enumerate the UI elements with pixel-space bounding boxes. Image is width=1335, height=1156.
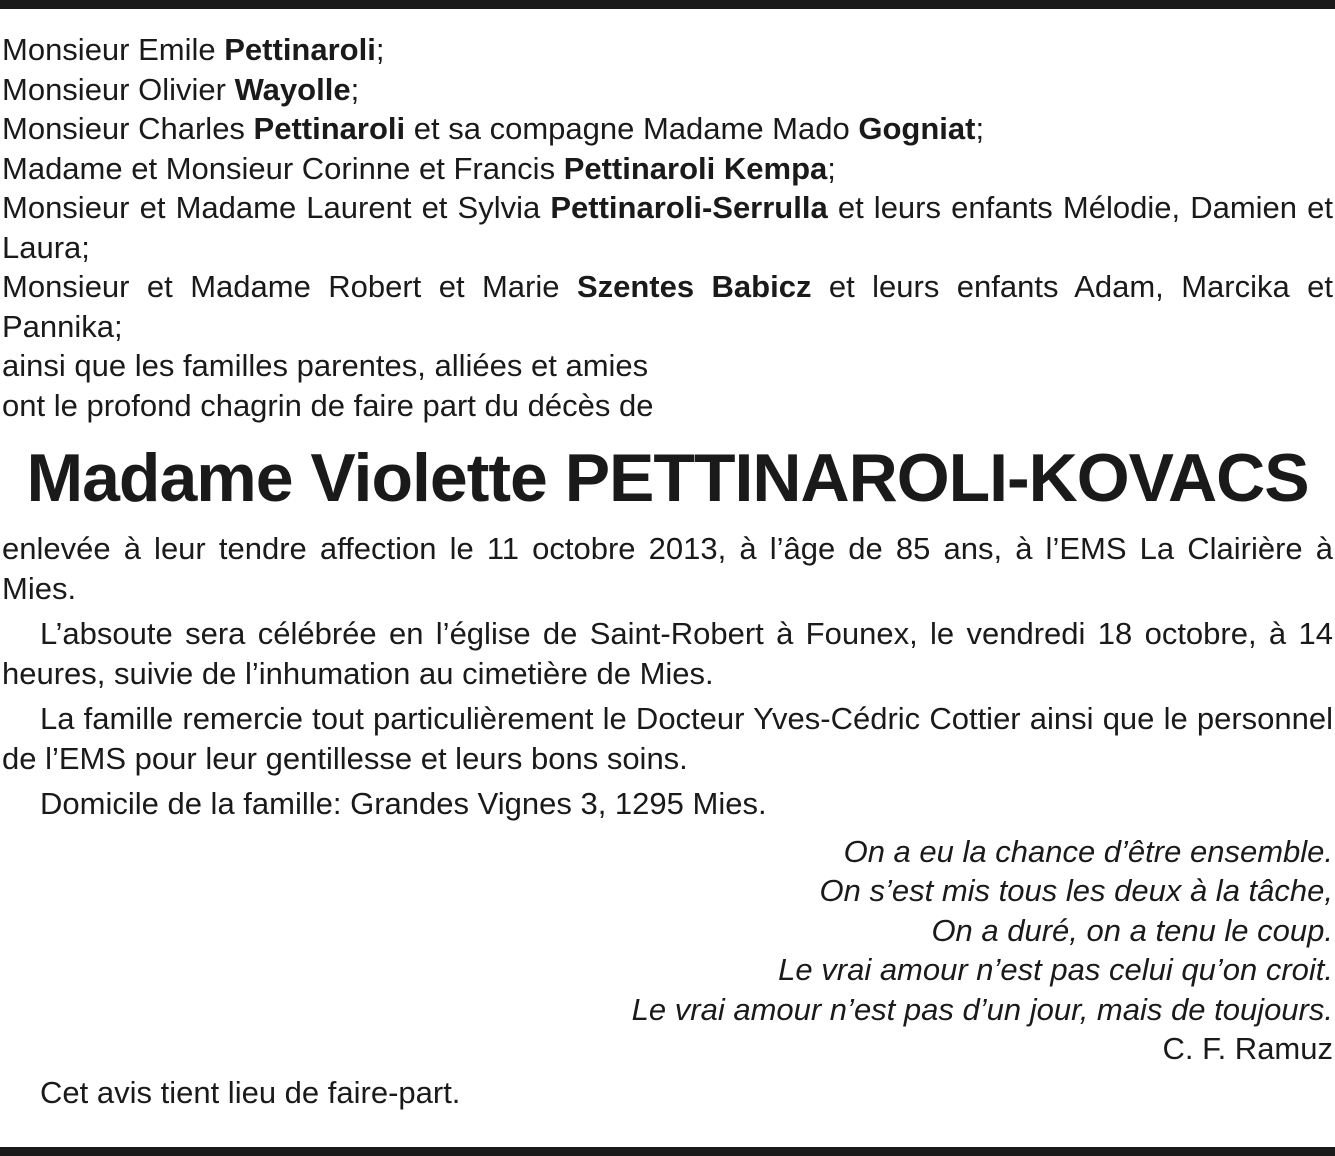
family-line-text: Monsieur Emile [2, 32, 225, 67]
poem-line: Le vrai amour n’est pas d’un jour, mais de toujours. [631, 991, 1333, 1027]
poem [2, 832, 1333, 1030]
obituary-notice [2, 30, 1333, 1112]
closing-note: Cet avis tient lieu de faire-part. [40, 1074, 461, 1110]
family-line-text: Monsieur Olivier [2, 71, 235, 107]
poem-author: C. F. Ramuz [1162, 1031, 1333, 1066]
top-rule [0, 0, 1335, 9]
family-line-text: Monsieur et Madame Robert et Marie [2, 269, 577, 304]
family-line [2, 109, 1333, 149]
family-line-text: et sa compagne Madame Mado [405, 111, 859, 146]
poem-line: On s’est mis tous les deux à la tâche, [819, 873, 1333, 908]
family-line [2, 149, 1333, 189]
family-surname: Pettinaroli-Serrulla [550, 190, 828, 225]
family-line-text: Madame et Monsieur Corinne et Francis [2, 150, 564, 186]
death-paragraph: enlevée à leur tendre affection le 11 octobre 2013, à l’âge de 85 ans, à l’EMS La Clairière à Mies. [2, 531, 1333, 606]
intro-line: ainsi que les familles parentes, alliées et amies [2, 348, 649, 383]
ceremony-paragraph: L’absoute sera célébrée en l’église de Saint-Robert à Founex, le vendredi 18 octobre, à 14 heures, suivie de l’inhumation au cimetière de Mies. [2, 616, 1333, 691]
poem-line: On a duré, on a tenu le coup. [931, 912, 1333, 948]
deceased-name: Madame Violette PETTINAROLI-KOVACS [26, 440, 1309, 516]
family-line [2, 267, 1333, 346]
family-line [2, 30, 1333, 70]
family-line-text: Monsieur et Madame Laurent et Sylvia [2, 190, 551, 225]
family-line-text: ; [350, 71, 360, 107]
family-line-text: Monsieur Charles [2, 111, 254, 146]
poem-line: Le vrai amour n’est pas celui qu’on croit. [778, 952, 1333, 987]
family-line [2, 70, 1333, 110]
address-paragraph: Domicile de la famille: Grandes Vignes 3, 1295 Mies. [40, 786, 767, 821]
family-surname: Pettinaroli Kempa [563, 150, 828, 186]
bottom-rule [0, 1147, 1335, 1156]
family-line-text: et leurs enfants Mélodie, Damien et Laura; [2, 190, 1333, 265]
intro-line: ont le profond chagrin de faire part du décès de [2, 387, 654, 423]
thanks-paragraph: La famille remercie tout particulièrement le Docteur Yves-Cédric Cottier ainsi que le personnel de l’EMS pour leur gentillesse et leurs bons soins. [2, 701, 1333, 776]
family-list [2, 30, 1333, 425]
family-line-text: et leurs enfants Adam, Marcika et Pannika; [2, 269, 1333, 344]
family-line [2, 188, 1333, 267]
family-surname: Wayolle [234, 71, 351, 107]
family-surname: Gogniat [858, 111, 976, 146]
family-surname: Szentes Babicz [576, 269, 812, 304]
family-line-text: ; [375, 32, 385, 67]
family-surname: Pettinaroli [253, 111, 406, 146]
family-surname: Pettinaroli [224, 32, 376, 67]
family-line-text: ; [827, 150, 836, 186]
family-line-text: ; [975, 111, 985, 146]
poem-line: On a eu la chance d’être ensemble. [843, 833, 1333, 869]
